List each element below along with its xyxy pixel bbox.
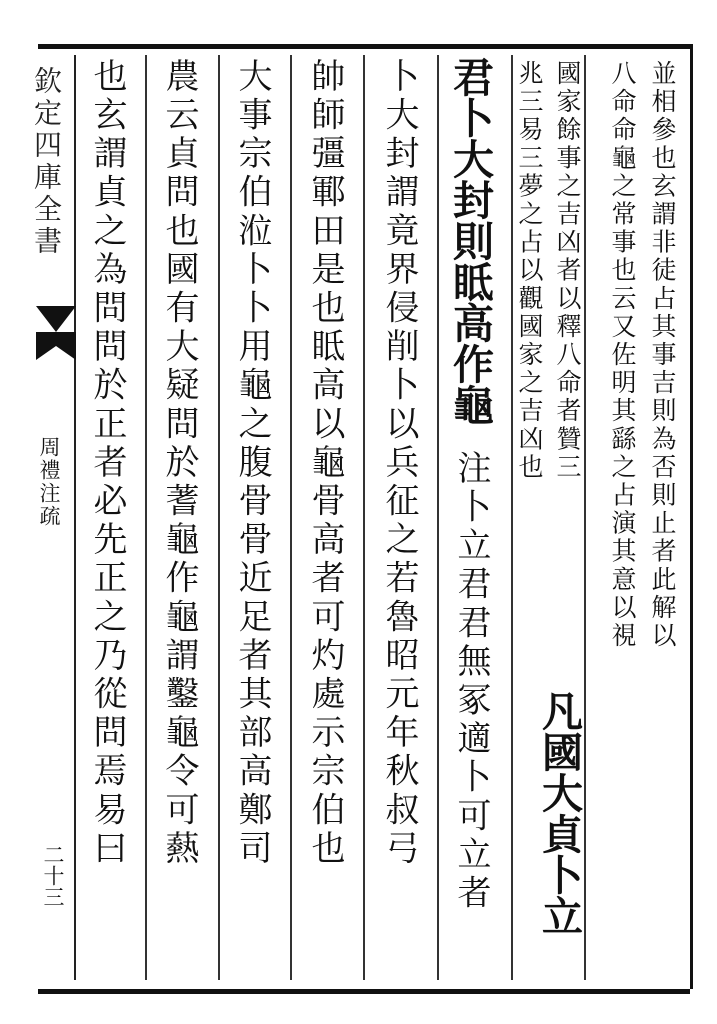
column-rule (290, 55, 292, 980)
text-column-4: 兆三易三夢之占以觀國家之吉凶也 (515, 60, 544, 482)
text-column-9: 農云貞問也國有大疑問於蓍龜作龜謂鑿龜令可爇 (159, 58, 199, 869)
text-column-5-note: 注卜立君君無冢適卜可立者 (451, 450, 491, 914)
text-column-8: 大事宗伯涖卜卜用龜之腹骨骨近足者其部高鄭司 (232, 58, 272, 869)
text-column-10: 也玄謂貞之為問問於正者必先正之乃從問焉易曰 (87, 58, 127, 869)
text-column-7: 帥師彊鄆田是也眡高以龜骨高者可灼處示宗伯也 (305, 58, 345, 869)
text-column-3: 國家餘事之吉凶者以釋八命者贊三 (553, 60, 582, 482)
page-number: 二十三 (41, 844, 65, 907)
text-column-6: 卜大封謂竟界侵削卜以兵征之若魯昭元年秋叔弓 (379, 58, 419, 869)
text-column-5-large: 君卜大封則眡高作龜 (446, 56, 494, 425)
column-rule (363, 55, 365, 980)
column-rule (145, 55, 147, 980)
column-rule (511, 55, 513, 980)
text-column-2: 八命命龜之常事也云又佐明其繇之占演其意以視 (608, 60, 637, 651)
margin-divider-rule (74, 55, 76, 980)
book-title: 欽定四庫全書 (30, 66, 63, 258)
column-rule (437, 55, 439, 980)
text-column-4-large: 凡國大貞卜立 (535, 690, 583, 936)
volume-title: 周禮注疏 (37, 436, 61, 528)
right-border-rule (690, 44, 693, 989)
column-rule (218, 55, 220, 980)
fish-tail-ornament (36, 306, 76, 332)
column-rule (584, 55, 586, 980)
text-column-1: 並相參也玄謂非徒占其事吉則為否則止者此解以 (648, 60, 677, 651)
